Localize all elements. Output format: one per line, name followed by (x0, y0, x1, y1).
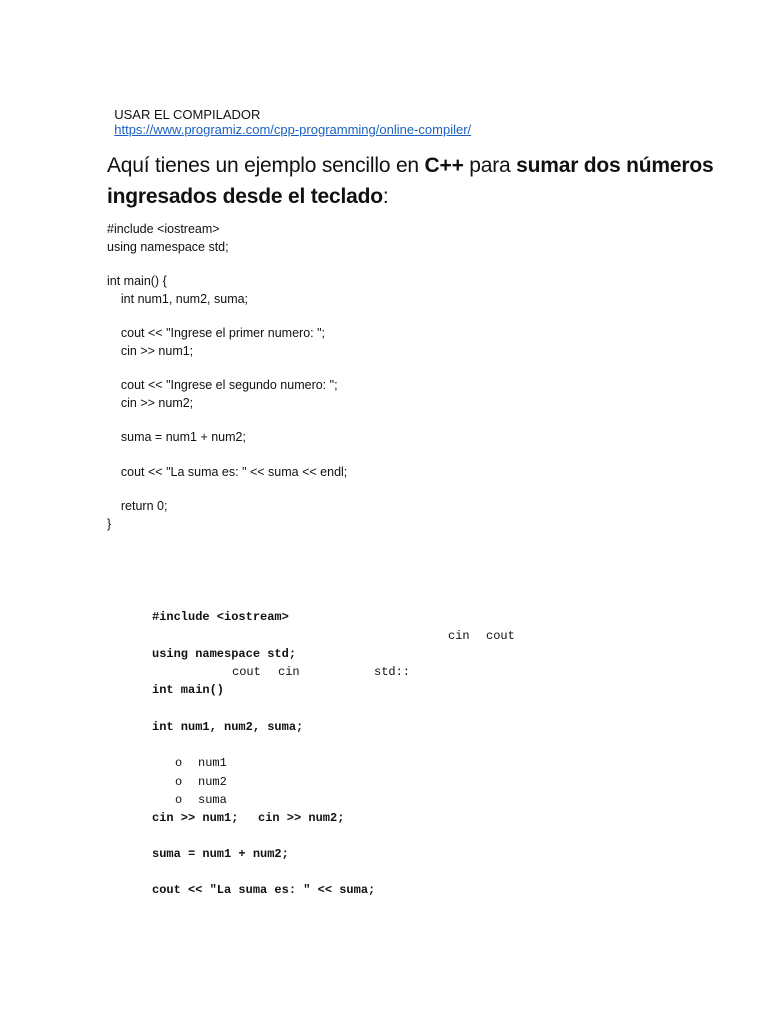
explain-decl: int num1, num2, suma; (152, 720, 304, 734)
explain-note-cout: cout (486, 629, 515, 643)
explain-using: using namespace std; (152, 647, 297, 661)
compiler-link[interactable]: https://www.programiz.com/cpp-programming/online-compiler/ (114, 122, 472, 137)
explain-include: #include <iostream> (152, 610, 289, 624)
explain-output: cout << "La suma es: " << suma; (152, 883, 376, 897)
explain-main: int main() (152, 683, 225, 697)
explain-note-std: std:: (374, 665, 411, 679)
bullet-mark: o (175, 793, 183, 807)
heading-text-1: Aquí tienes un ejemplo sencillo en (107, 154, 425, 177)
code-line: cout << "La suma es: " << suma << endl; (107, 465, 348, 479)
bullet-mark: o (175, 756, 183, 770)
code-line: #include <iostream> (107, 222, 220, 236)
explain-note-cin: cin (448, 629, 470, 643)
code-line: cout << "Ingrese el primer numero: "; (107, 326, 325, 340)
intro-line (107, 92, 471, 137)
code-line: return 0; (107, 499, 168, 513)
heading-text-2: para (463, 154, 517, 177)
heading-text-3: : (382, 185, 389, 208)
code-line: } (107, 517, 112, 531)
explain-note-cout: cout (232, 665, 261, 679)
bullet-item: num2 (198, 775, 227, 789)
code-line: cout << "Ingrese el segundo numero: "; (107, 378, 338, 392)
heading-bold-cpp: C++ (424, 154, 464, 177)
code-line: cin >> num2; (107, 396, 194, 410)
explain-note-cin: cin (278, 665, 300, 679)
explain-cin-2: cin >> num2; (258, 811, 345, 825)
code-line: using namespace std; (107, 240, 229, 254)
explain-sum: suma = num1 + num2; (152, 847, 289, 861)
explain-cin-1: cin >> num1; (152, 811, 239, 825)
code-line: cin >> num1; (107, 344, 194, 358)
bullet-item: num1 (198, 756, 227, 770)
page-heading (107, 150, 727, 212)
code-line: suma = num1 + num2; (107, 430, 246, 444)
bullet-mark: o (175, 775, 183, 789)
code-line: int main() { (107, 274, 167, 288)
code-line: int num1, num2, suma; (107, 292, 249, 306)
heading-bold-topic: sumar dos números ingresados desde el teclado (107, 154, 714, 208)
intro-label: USAR EL COMPILADOR (114, 107, 261, 122)
bullet-item: suma (198, 793, 227, 807)
